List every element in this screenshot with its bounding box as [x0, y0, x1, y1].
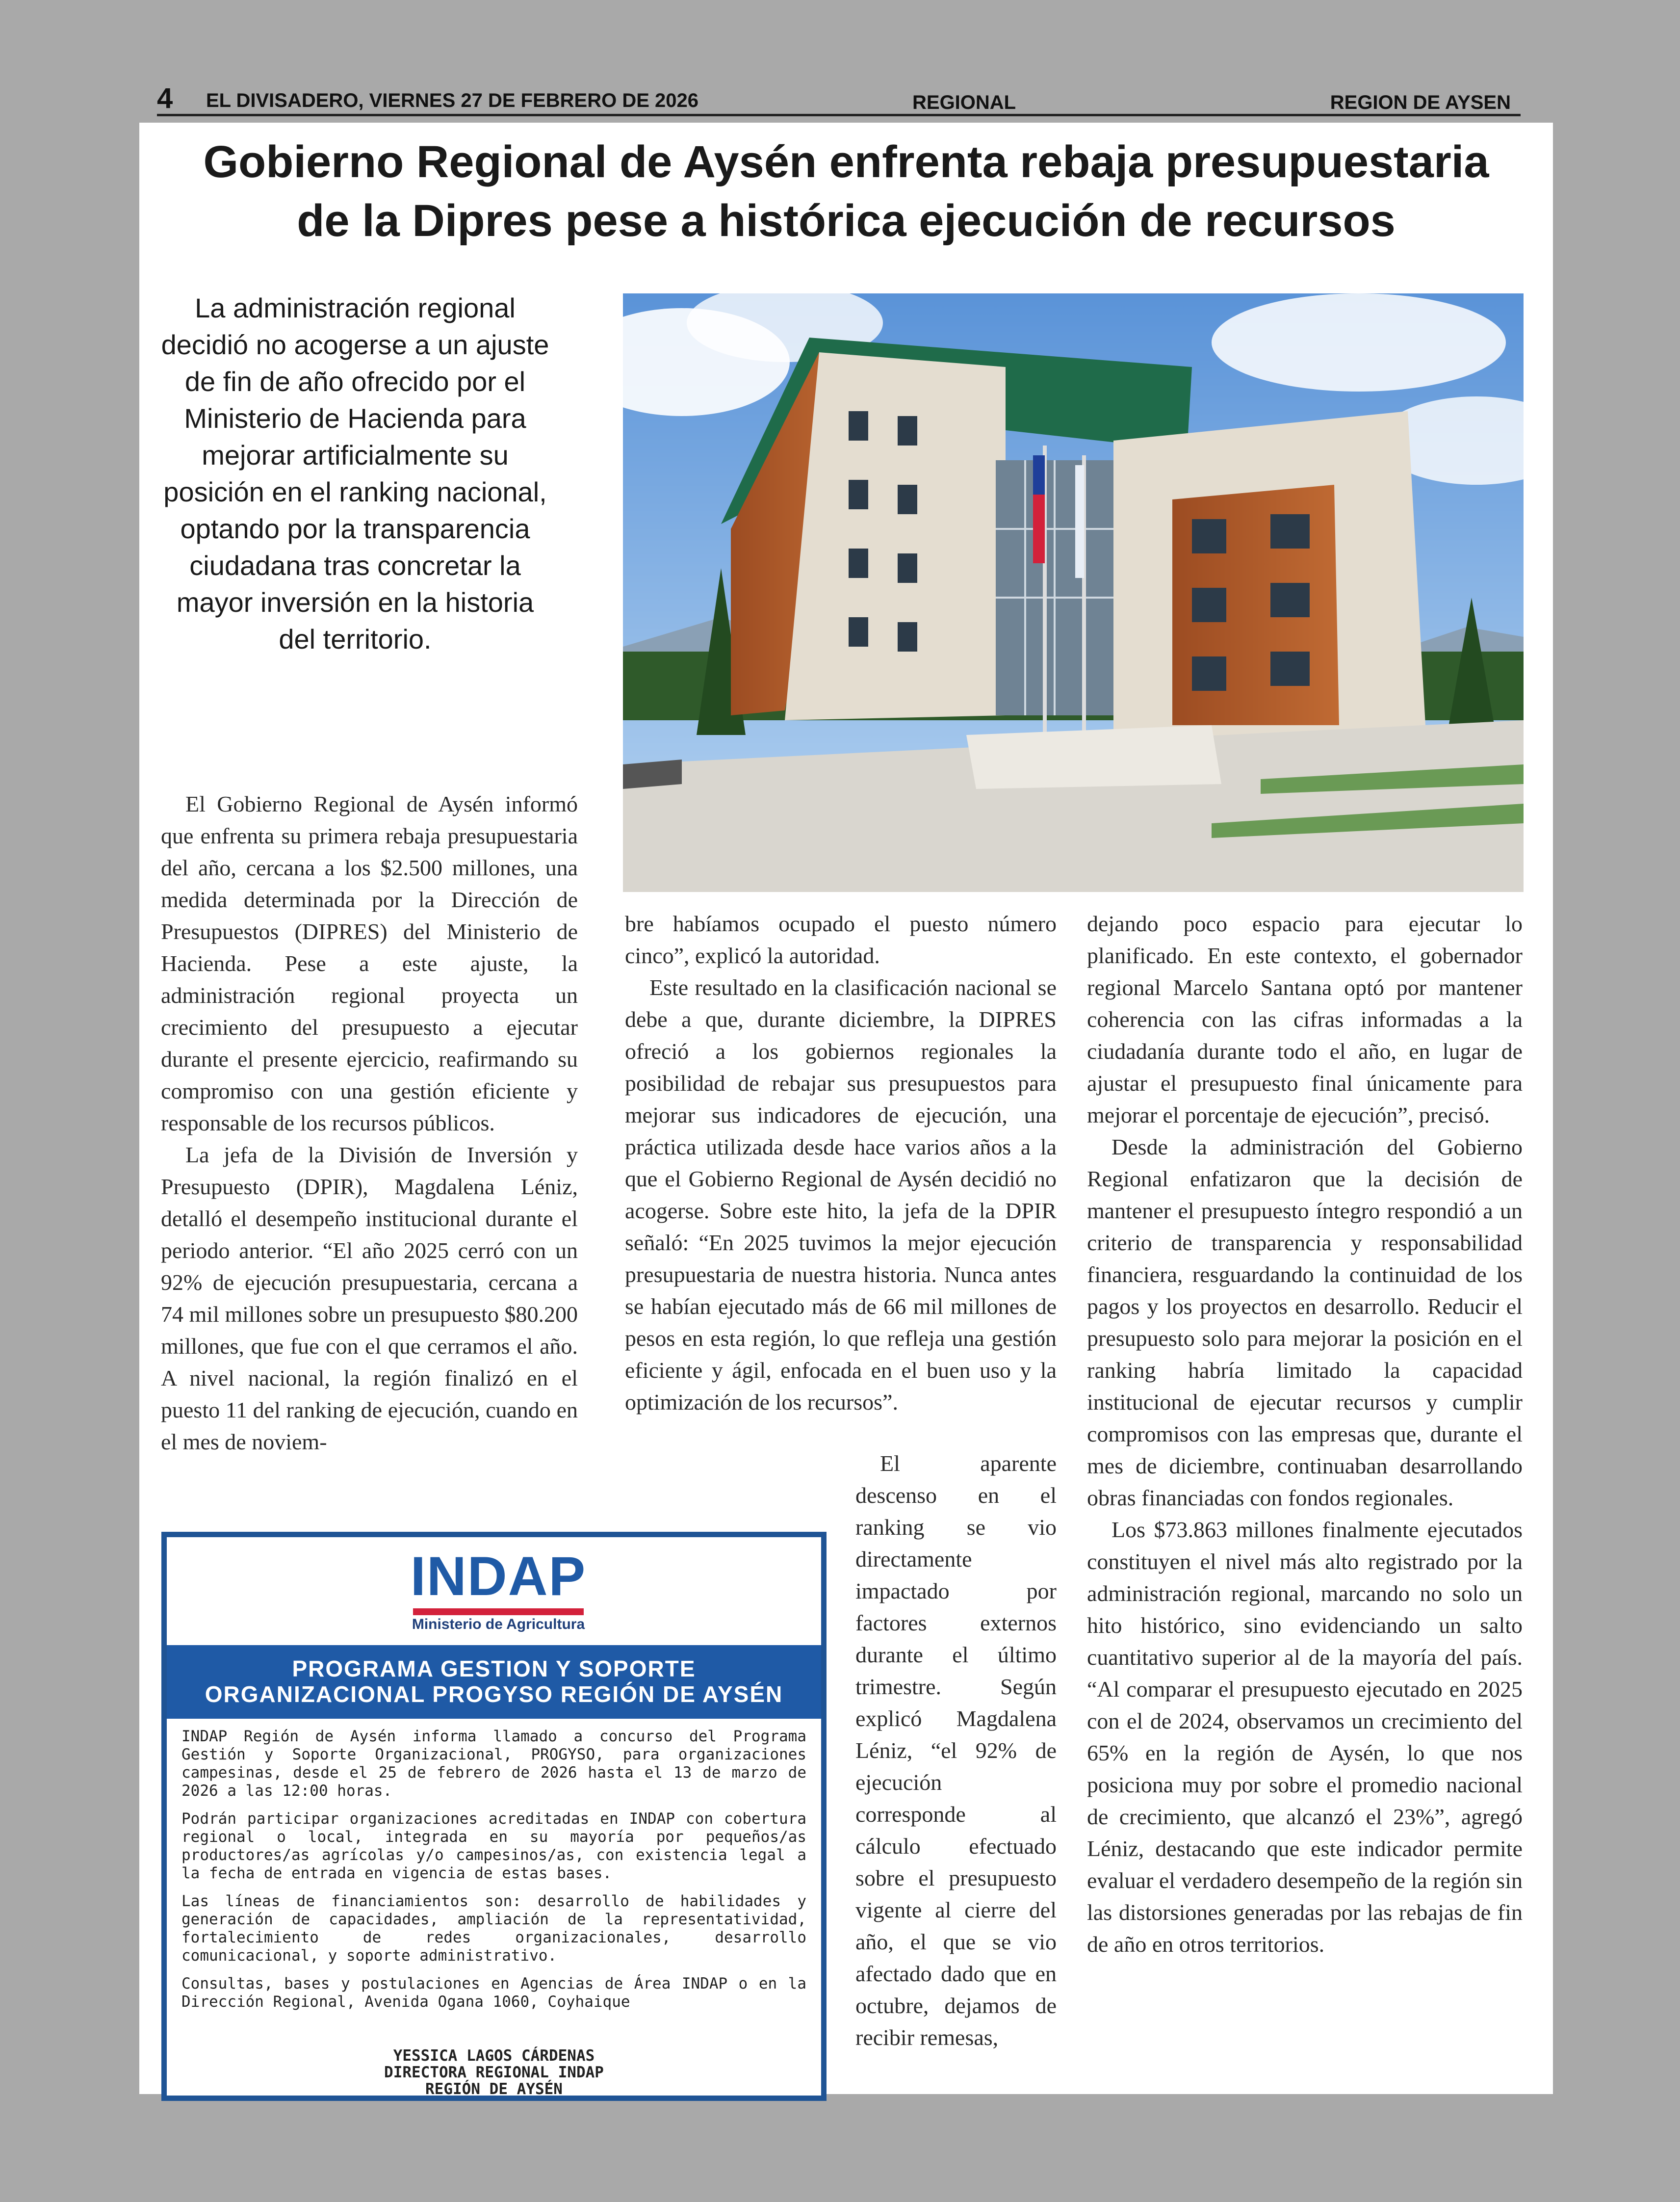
section-label: REGIONAL [912, 92, 1016, 113]
headline [139, 132, 1553, 250]
ad-title-line-1: PROGRAMA GESTION Y SOPORTE [292, 1656, 696, 1681]
ad-signature [167, 2047, 821, 2097]
lead-paragraph: La administración regional decidió no acogerse a un ajuste de fin de año ofrecido por el Ministerio de Hacienda para mejorar artificialmente su posición en el ranking nacional, optando por la transparencia ciudadana tras concretar la mayor inversión en la historia del territorio. [161, 292, 549, 655]
signature-title: DIRECTORA REGIONAL INDAP [384, 2064, 604, 2081]
ad-paragraph: Las líneas de financiamientos son: desarrollo de habilidades y generación de capacidades, ampliación de la representatividad, fortalecimiento de redes organizacionales, desarrollo comunicacional, y soporte administrativo. [181, 1892, 806, 1965]
paragraph: La jefa de la División de Inversión y Presupuesto (DPIR), Magdalena Léniz, detalló el desempeño institucional durante el periodo anterior. “El año 2025 cerró con un 92% de ejecución presupuestaria, cercana a 74 mil millones sobre un presupuesto $80.200 millones, que fue con el que cerramos el año. A nivel nacional, la región finalizó en el puesto 11 del ranking de ejecución, cuando en el mes de noviem- [161, 1142, 578, 1454]
page-number: 4 [157, 82, 173, 114]
indap-logo [410, 1547, 587, 1640]
paragraph: El aparente descenso en el ranking se vio directamente impactado por factores externos durante el último trimestre. Según explicó Magdalena Léniz, “el 92% de ejecución corresponde al cálculo efectuado sobre el presupuesto vigente al cierre del año, el que se vio afectado dado que en octubre, dejamos de recibir remesas, [855, 1451, 1057, 2050]
ad-title-line-2: ORGANIZACIONAL PROGYSO REGIÓN DE AYSÉN [205, 1681, 783, 1707]
paragraph: Este resultado en la clasificación nacional se debe a que, durante diciembre, la DIPRES ofreció a los gobiernos regionales la posibilidad de rebajar sus presupuestos para mejorar sus indicadores de ejecución, una práctica utilizada desde hace varios años a la que el Gobierno Regional de Aysén decidió no acogerse. Sobre este hito, la jefa de la DPIR señaló: “En 2025 tuvimos la mejor ejecución presupuestaria de nuestra historia. Nunca antes se habían ejecutado más de 66 mil millones de pesos en esta región, lo que refleja una gestión eficiente y ágil, enfocada en el buen uso y la optimización de los recursos”. [625, 975, 1057, 1415]
paragraph-continued: dejando poco espacio para ejecutar lo planificado. En este contexto, el gobernador regional Marcelo Santana optó por mantener coherencia con las cifras informadas a la ciudadanía durante todo el año, en lugar de ajustar el presupuesto final únicamente para mejorar el porcentaje de ejecución”, precisó. [1087, 911, 1523, 1127]
indap-advertisement [161, 1532, 827, 2101]
article-column-2 [625, 908, 1057, 1418]
indap-logo-text: INDAP [410, 1546, 587, 1607]
paragraph: Desde la administración del Gobierno Regional enfatizaron que la decisión de mantener el presupuesto íntegro respondió a un criterio de transparencia y responsabilidad financiera, resguardando la continuidad de los pagos y los proyectos en desarrollo. Reducir el presupuesto solo para mejorar la posición en el ranking habría limitado la capacidad institucional de ejecutar recursos y cumplir compromisos con las empresas que, durante el mes de diciembre, continuaban desarrollando obras financiadas con fondos regionales. [1087, 1134, 1523, 1510]
signature-name: YESSICA LAGOS CÁRDENAS [393, 2047, 595, 2065]
headline-line-1: Gobierno Regional de Aysén enfrenta rebaja presupuestaria [203, 137, 1489, 187]
ad-title-banner [167, 1645, 821, 1719]
ad-paragraph: INDAP Región de Aysén informa llamado a concurso del Programa Gestión y Soporte Organizacional, PROGYSO, para organizaciones campesinas, desde el 25 de febrero de 2026 hasta el 13 de marzo de 2026 a las 12:00 horas. [181, 1728, 806, 1800]
paragraph: Los $73.863 millones finalmente ejecutados constituyen el nivel más alto registrado por la administración regional, marcando no solo un hito histórico, sino evidenciando un salto cuantitativo superior al de la mayoría del país. “Al comparar el presupuesto ejecutado en 2025 con el de 2024, observamos un crecimiento del 65% en la región de Aysén, lo que nos posiciona muy por sobre el promedio nacional de crecimiento, que alcanzó el 23%”, agregó Léniz, destacando que este indicador permite evaluar el verdadero desempeño de la región sin las distorsiones generadas por las rebajas de fin de año en otros territorios. [1087, 1517, 1523, 1957]
article-column-2-narrow [855, 1447, 1057, 2053]
article-column-3 [1087, 908, 1523, 1960]
page-header [157, 83, 1521, 116]
ad-paragraph: Podrán participar organizaciones acreditadas en INDAP con cobertura regional o local, integrada en su mayoría por pequeños/as productores/as agrícolas y/o campesinos/as, con existencia legal a la fecha de entrada en vigencia de estas bases. [181, 1810, 806, 1882]
headline-line-2: de la Dipres pese a histórica ejecución de recursos [297, 196, 1396, 246]
ad-paragraph: Consultas, bases y postulaciones en Agencias de Área INDAP o en la Dirección Regional, Avenida Ogana 1060, Coyhaique [181, 1975, 806, 2011]
ministry-label: Ministerio de Agricultura [412, 1616, 585, 1632]
logo-red-bar [413, 1608, 584, 1615]
article-sheet [139, 123, 1553, 2098]
dateline: EL DIVISADERO, VIERNES 27 DE FEBRERO DE 2026 [206, 90, 699, 111]
signature-region: REGIÓN DE AYSÉN [425, 2080, 563, 2098]
building-photo [623, 293, 1524, 892]
region-label: REGION DE AYSEN [1330, 92, 1511, 113]
paragraph-continued: bre habíamos ocupado el puesto número cinco”, explicó la autoridad. [625, 911, 1057, 968]
article-column-1 [161, 788, 578, 1458]
paragraph: El Gobierno Regional de Aysén informó que enfrenta su primera rebaja presupuestaria del año, cercana a los $2.500 millones, una medida determinada por la Dirección de Presupuestos (DIPRES) del Ministerio de Hacienda. Pese a este ajuste, la administración regional proyecta un crecimiento del presupuesto a ejecutar durante el presente ejercicio, reafirmando su compromiso con una gestión eficiente y responsable de los recursos públicos. [161, 791, 578, 1135]
ad-body [181, 1728, 806, 2021]
